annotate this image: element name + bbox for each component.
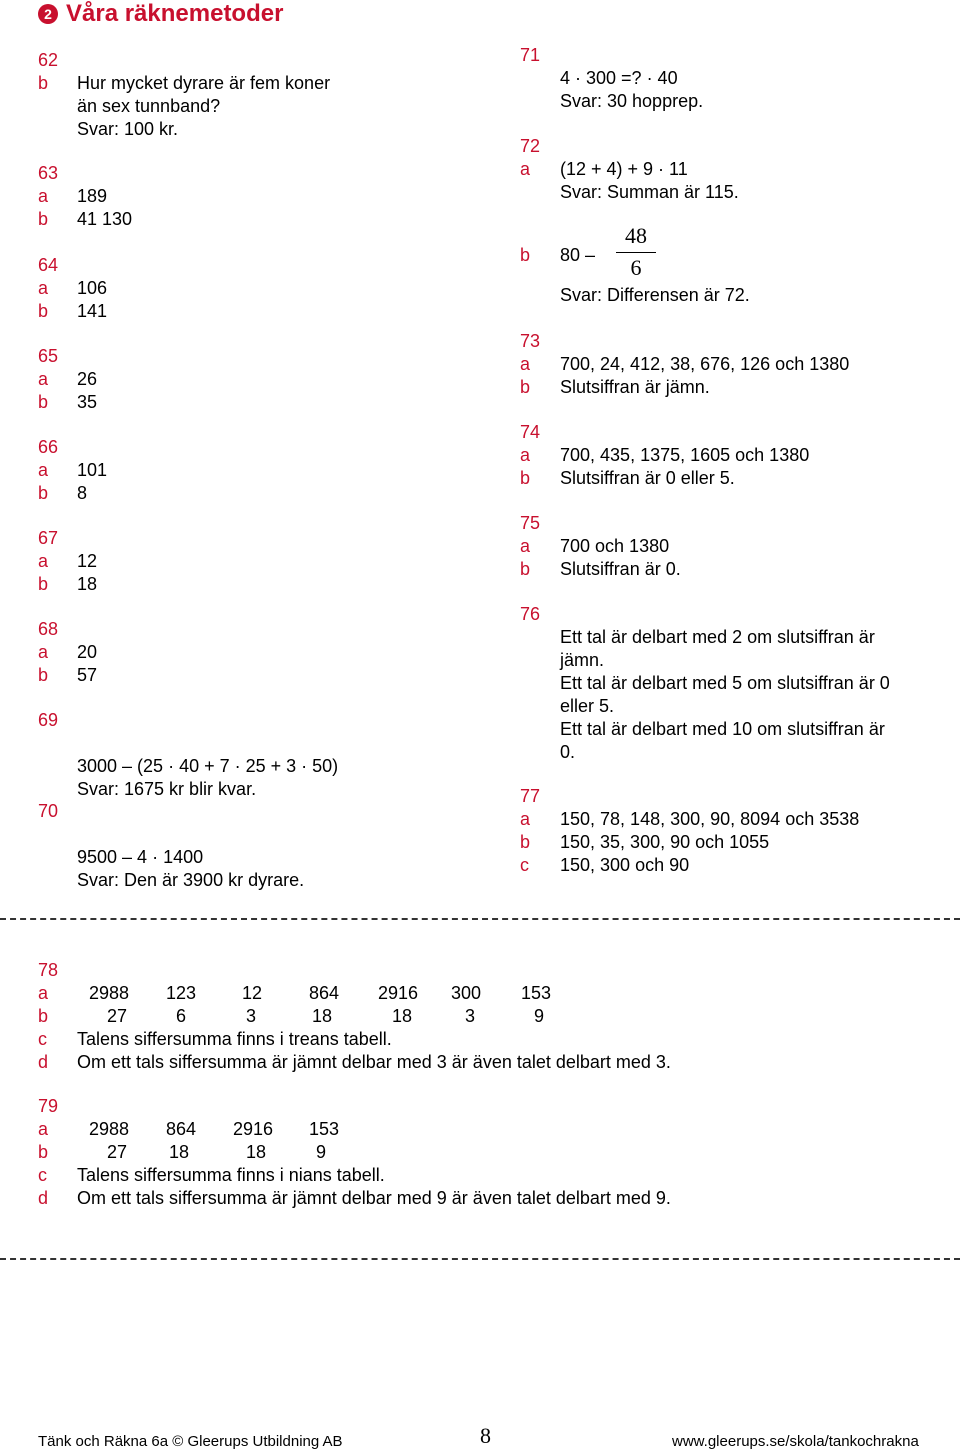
answer-text: 20	[77, 642, 98, 662]
value-cell: 2988	[88, 983, 129, 1003]
answer-text: Ett tal är delbart med 10 om slutsiffran är	[560, 719, 885, 739]
answer-text: Slutsiffran är 0.	[560, 559, 681, 579]
section-divider	[0, 1258, 960, 1260]
value-cell: 18	[245, 1142, 266, 1162]
exercise-number: 66	[38, 437, 59, 457]
exercise-letter: b	[38, 665, 49, 685]
value-cell: 153	[308, 1119, 339, 1139]
exercise-letter: a	[520, 354, 531, 374]
exercise-letter: d	[38, 1188, 49, 1208]
value-cell: 864	[165, 1119, 196, 1139]
exercise-number: 67	[38, 528, 59, 548]
answer-text: jämn.	[560, 650, 605, 670]
page-title	[38, 0, 283, 28]
answer-text: 150, 78, 148, 300, 90, 8094 och 3538	[560, 809, 860, 829]
exercise-letter: a	[520, 159, 531, 179]
value-cell: 2988	[88, 1119, 129, 1139]
value-cell: 864	[308, 983, 339, 1003]
exercise-number: 75	[520, 513, 541, 533]
answer-text: Talens siffersumma finns i treans tabell.	[77, 1029, 392, 1049]
exercise-number: 69	[38, 710, 59, 730]
exercise-letter: c	[520, 855, 529, 875]
exercise-letter: a	[38, 1119, 49, 1139]
value-cell: 18	[311, 1006, 332, 1026]
exercise-letter: c	[38, 1029, 47, 1049]
exercise-78	[38, 959, 938, 1079]
exercise-number: 79	[38, 1096, 59, 1116]
value-cell: 27	[106, 1142, 127, 1162]
answer-text: Ett tal är delbart med 2 om slutsiffran är	[560, 627, 875, 647]
exercise-79	[38, 1095, 938, 1215]
answer-text: 35	[77, 392, 98, 412]
answer-text: Svar: Differensen är 72.	[560, 285, 750, 305]
exercise-letter: a	[38, 278, 49, 298]
value-cell: 153	[520, 983, 551, 1003]
answer-text: 141	[77, 301, 108, 321]
answer-text: Ett tal är delbart med 5 om slutsiffran är 0	[560, 673, 890, 693]
value-cell: 9	[315, 1142, 326, 1162]
answer-text: Talens siffersumma finns i nians tabell.	[77, 1165, 385, 1185]
exercise-number: 71	[520, 45, 541, 65]
exercise-number: 68	[38, 619, 59, 639]
value-cell: 3	[245, 1006, 256, 1026]
fraction-bar	[616, 252, 656, 253]
answer-text: 700 och 1380	[560, 536, 670, 556]
page-title-text: Våra räknemetoder	[66, 0, 284, 27]
answer-text: Svar: 30 hopprep.	[560, 91, 704, 111]
answer-text: 12	[77, 551, 98, 571]
exercise-letter: a	[38, 369, 49, 389]
answer-text: 0.	[560, 742, 576, 762]
exercise-number: 73	[520, 331, 541, 351]
exercise-letter: b	[520, 559, 531, 579]
exercise-number: 70	[38, 801, 59, 821]
fraction-numerator: 48	[625, 223, 647, 248]
answer-text: Hur mycket dyrare är fem koner	[77, 73, 331, 93]
value-cell: 300	[450, 983, 481, 1003]
exercise-number: 77	[520, 786, 541, 806]
exercise-number: 64	[38, 255, 59, 275]
answer-text: 57	[77, 665, 98, 685]
answer-text: Svar: Den är 3900 kr dyrare.	[77, 870, 305, 890]
answer-text: 4 · 300 =? · 40	[560, 68, 678, 88]
exercise-letter: b	[520, 468, 531, 488]
exercise-letter: a	[38, 551, 49, 571]
answer-text: 26	[77, 369, 98, 389]
exercise-number: 62	[38, 50, 59, 70]
value-cell: 18	[391, 1006, 412, 1026]
value-cell: 2916	[232, 1119, 273, 1139]
value-cell: 6	[175, 1006, 186, 1026]
exercise-number: 65	[38, 346, 59, 366]
answer-text: Slutsiffran är 0 eller 5.	[560, 468, 735, 488]
exercise-letter: b	[38, 301, 49, 321]
value-cell: 3	[464, 1006, 475, 1026]
exercise-number: 63	[38, 163, 59, 183]
footer-link[interactable]: www.gleerups.se/skola/tankochrakna	[672, 1433, 919, 1450]
exercise-number: 78	[38, 960, 59, 980]
answer-text: 150, 35, 300, 90 och 1055	[560, 832, 770, 852]
answer-text: än sex tunnband?	[77, 96, 221, 116]
exercise-letter: b	[38, 574, 49, 594]
exercise-letter: b	[38, 1006, 49, 1026]
value-cell: 9	[533, 1006, 544, 1026]
exercise-letter: b	[38, 73, 49, 93]
exercise-letter: b	[38, 1142, 49, 1162]
exercise-letter: b	[38, 483, 49, 503]
exercise-letter: a	[520, 445, 531, 465]
answer-text: 106	[77, 278, 108, 298]
answer-text: Om ett tals siffersumma är jämnt delbar med 3 är även talet delbart med 3.	[77, 1052, 671, 1072]
footer-publisher: Tänk och Räkna 6a © Gleerups Utbildning AB	[38, 1433, 343, 1450]
exercise-letter: b	[520, 832, 531, 852]
exercise-letter: a	[38, 460, 49, 480]
number-badge-icon: 2	[38, 4, 58, 24]
exercise-letter: b	[38, 392, 49, 412]
exercise-72b	[520, 223, 720, 286]
exercise-letter: b	[38, 209, 49, 229]
exercise-number: 76	[520, 604, 541, 624]
section-divider	[0, 918, 960, 920]
answer-text: 3000 – (25 · 40 + 7 · 25 + 3 · 50)	[77, 756, 339, 776]
answer-text: 189	[77, 186, 108, 206]
answer-text: Svar: 1675 kr blir kvar.	[77, 779, 257, 799]
exercise-letter: b	[520, 377, 531, 397]
answer-text: 150, 300 och 90	[560, 855, 690, 875]
exercise-letter: a	[38, 983, 49, 1003]
exercise-letter: a	[38, 642, 49, 662]
answer-text: eller 5.	[560, 696, 615, 716]
exercise-number: 72	[520, 136, 541, 156]
answer-text: 700, 24, 412, 38, 676, 126 och 1380	[560, 354, 850, 374]
value-cell: 12	[241, 983, 262, 1003]
exercise-letter: a	[520, 536, 531, 556]
answer-text: Svar: 100 kr.	[77, 119, 179, 139]
answer-text: 101	[77, 460, 108, 480]
exercise-letter: a	[520, 809, 531, 829]
exercise-letter: c	[38, 1165, 47, 1185]
fraction-denominator: 6	[630, 255, 642, 280]
exercise-letter: b	[520, 245, 531, 265]
fraction-minuend: 80 –	[560, 245, 596, 265]
answer-text: 9500 – 4 · 1400	[77, 847, 204, 867]
value-cell: 2916	[377, 983, 418, 1003]
answer-text: Svar: Summan är 115.	[560, 182, 739, 202]
answer-text: (12 + 4) + 9 · 11	[560, 159, 688, 179]
value-cell: 123	[165, 983, 196, 1003]
exercise-letter: d	[38, 1052, 49, 1072]
page-number: 8	[480, 1423, 491, 1448]
exercise-number: 74	[520, 422, 541, 442]
value-cell: 27	[106, 1006, 127, 1026]
answer-text: 18	[77, 574, 98, 594]
answer-text: 8	[77, 483, 88, 503]
value-cell: 18	[168, 1142, 189, 1162]
answer-text: Om ett tals siffersumma är jämnt delbar med 9 är även talet delbart med 9.	[77, 1188, 671, 1208]
exercise-letter: a	[38, 186, 49, 206]
answer-text: 41 130	[77, 209, 133, 229]
answer-text: 700, 435, 1375, 1605 och 1380	[560, 445, 810, 465]
answer-text: Slutsiffran är jämn.	[560, 377, 710, 397]
